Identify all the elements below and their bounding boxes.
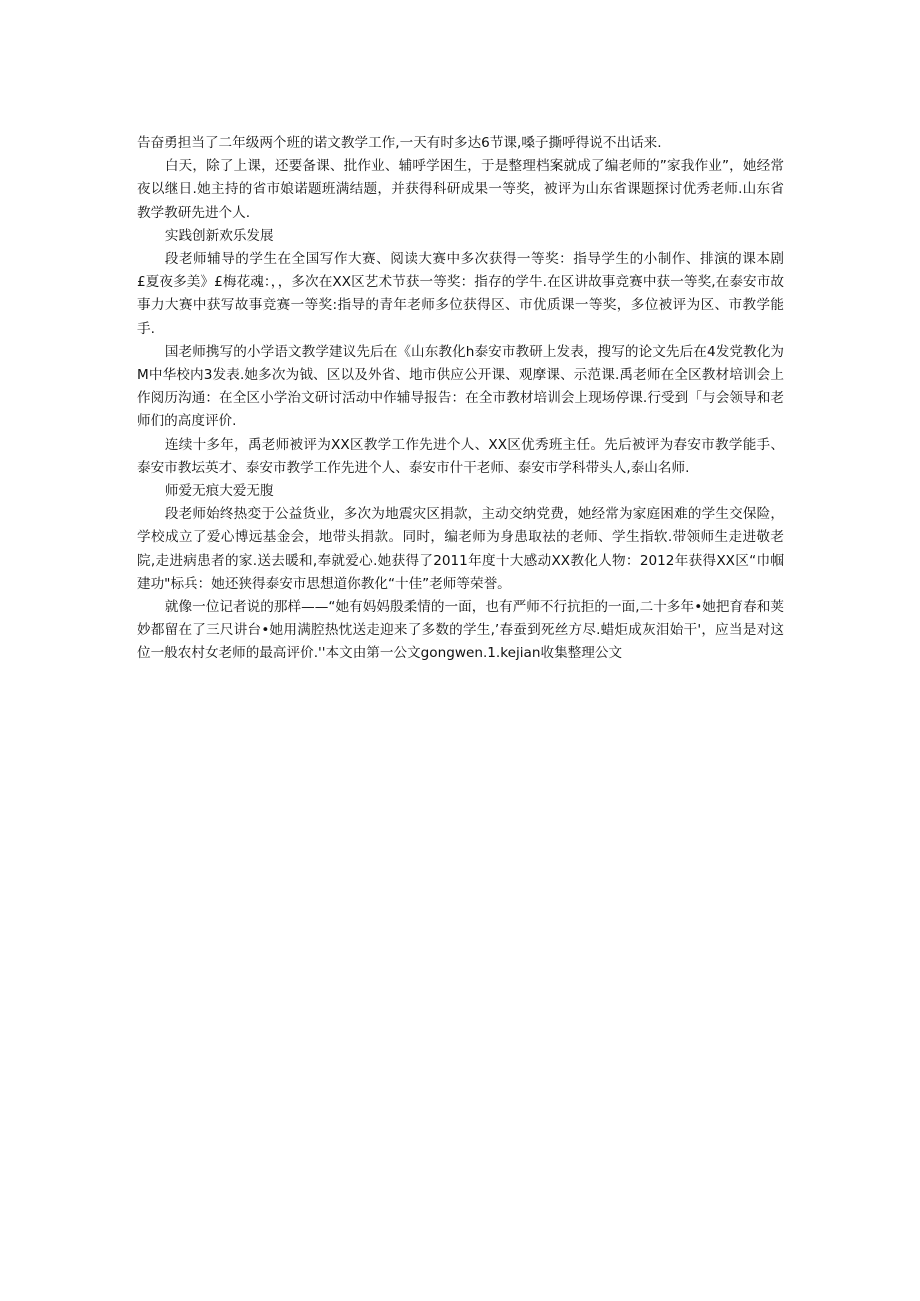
paragraph-honors: 连续十多年，禹老师被评为XX区教学工作先进个人、XX区优秀班主任。先后被评为春安市教学能手、泰安市教坛英才、泰安市教学工作先进个人、泰安市什干老师、泰安市学科带头人,泰山名师. <box>137 436 784 476</box>
section-heading-practice-innovation: 实践创新欢乐发展 <box>164 227 274 244</box>
paragraph-closing-quote: 就像一位记者说的那样——“她有妈妈殷柔情的一面，也有严师不行抗拒的一面,二十多年•她把育春和荚妙都留在了三尺讲台•她用满腔热忱送走迎来了多数的学生,’春蚕到死丝方尽.蜡炬成灰泪始干'，应当是对这位一般农村女老师的最高评价.''本文由第一公文gongwen.1.kejian收集整理公文 <box>137 599 784 662</box>
paragraph-preparation-work: 白天，除了上课，还要备课、批作业、辅呼学困生，于是整理档案就成了编老师的”家我作业”，她经常夜以继日.她主持的省市娘诺题班满结题，并获得科研成果一等奖，被评为山东省课题探讨优秀老师.山东省教学教研先进个人. <box>137 158 784 221</box>
paragraph-publications: 国老师携写的小学语文教学建议先后在《山东教化h泰安市教研上发表，搜写的论文先后在4发党教化为M中华校内3发表.她多次为钺、区以及外省、地市供应公开课、观摩课、示范课.禹老师在全区教材培训会上作阅历沟通：在全区小学治文研讨活动中作辅导报告：在全市教材培训会上现场停课.行受到「与会领导和老师们的高度评价. <box>137 343 784 430</box>
paragraph-continued: 告奋勇担当了二年级两个班的诺文教学工作,一天有时多达6节课,嗓子撕呼得说不出话来. <box>137 135 662 151</box>
paragraph-student-awards: 段老师辅导的学生在全国写作大赛、阅读大赛中多次获得一等奖：指导学生的小制作、排演的课本剧£夏夜多美》£梅花魂：，，多次在XX区艺术节获一等奖：指存的学牛.在区讲故事竞赛中获一等奖,在泰安市故事力大赛中获写故事竞赛一等奖:指导的青年老师多位获得区、市优质课一等奖，多位被评为区、市教学能手. <box>137 251 784 337</box>
paragraph-charity: 段老师始终热変于公益货业，多次为地震灾区捐款，主动交纳党费，她经常为家庭困难的学生交保险，学校成立了爱心博远基金会，地带头捐款。同时，编老师为身患取祛的老师、学生指软.带领师生走进敬老院,走进病患者的家.送去暖和,奉就爱心.她获得了2011年度十大感动XX教化人物：2012年获得XX区“巾帼建功"标兵：她还狭得泰安市思想道你教化“十佳”老师等荣誉。 <box>137 506 784 592</box>
article-body <box>137 132 784 666</box>
section-heading-teacher-love: 师爱无痕大爱无腹 <box>164 483 274 500</box>
